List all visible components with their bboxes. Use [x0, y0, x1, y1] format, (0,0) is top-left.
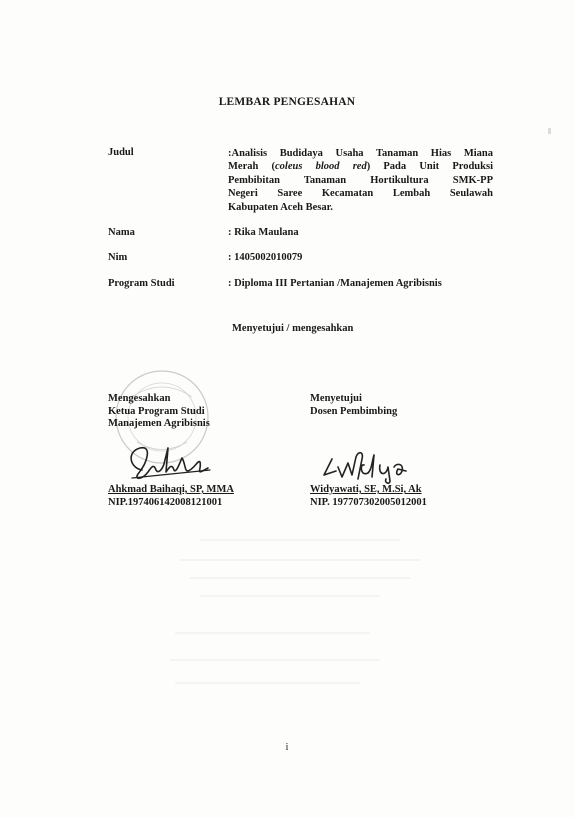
judul-line-2: Merah (coleus blood red) Pada Unit Produksi — [228, 161, 493, 173]
judul-line-1: :Analisis Budidaya Usaha Tanaman Hias Miana — [228, 148, 493, 159]
judul-line-4: Negeri Saree Kecamatan Lembah Seulawah — [228, 188, 493, 200]
nama-value: : Rika Maulana — [228, 227, 299, 238]
right-signatory-nip: NIP. 197707302005012001 — [310, 496, 427, 508]
left-signatory-line3: Manajemen Agribisnis — [108, 418, 210, 429]
right-signatory-identity — [310, 484, 427, 509]
left-signatory-line1: Mengesahkan — [108, 393, 171, 404]
prodi-value: : Diploma III Pertanian /Manajemen Agribisnis — [228, 278, 442, 289]
right-signatory-name: Widyawati, SE, M.Si, Ak — [310, 484, 422, 495]
judul-line-5: Kabupaten Aceh Besar. — [228, 201, 333, 213]
left-signatory-identity — [108, 484, 234, 509]
nim-label: Nim — [108, 252, 128, 263]
prodi-label: Program Studi — [108, 278, 175, 289]
nim-value: : 1405002010079 — [228, 252, 303, 263]
right-signatory-line1: Menyetujui — [310, 393, 362, 404]
judul-italic-species: coleus blood red — [275, 161, 367, 173]
judul-value — [228, 147, 493, 214]
left-signature — [112, 440, 222, 485]
right-signature — [320, 445, 440, 485]
right-signatory — [310, 393, 397, 418]
left-signatory-line2: Ketua Program Studi — [108, 405, 205, 417]
document-title: LEMBAR PENGESAHAN — [218, 96, 356, 108]
left-signatory-nip: NIP.197406142008121001 — [108, 496, 223, 508]
left-signatory — [108, 393, 210, 431]
right-signatory-line2: Dosen Pembimbing — [310, 405, 398, 417]
page-number: i — [285, 742, 289, 753]
judul-label: Judul — [108, 147, 134, 158]
approval-heading: Menyetujui / mengesahkan — [232, 323, 354, 334]
left-signatory-name: Ahkmad Baihaqi, SP, MMA — [108, 484, 234, 495]
judul-line-3: Pembibitan Tanaman Hortikultura SMK-PP — [228, 174, 493, 186]
nama-label: Nama — [108, 227, 135, 238]
